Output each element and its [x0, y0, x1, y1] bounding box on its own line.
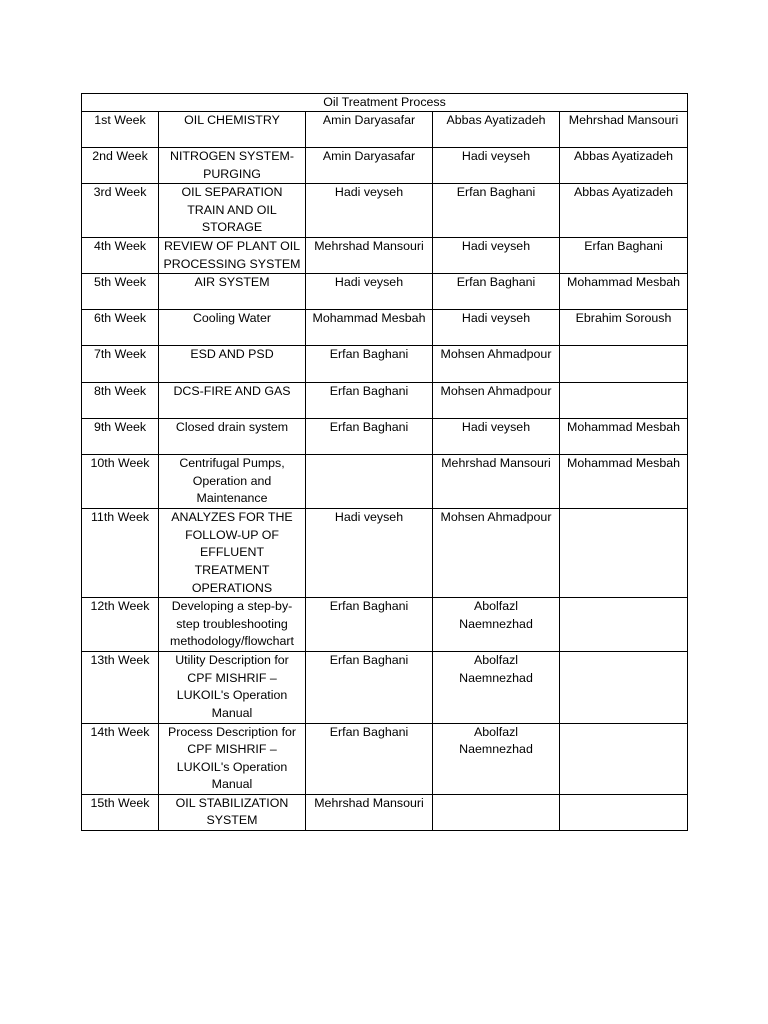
presenter-3-cell: Erfan Baghani [560, 237, 688, 273]
topic-cell: ESD AND PSD [159, 346, 306, 383]
presenter-1-cell: Erfan Baghani [306, 419, 433, 455]
presenter-1-cell: Erfan Baghani [306, 383, 433, 419]
week-cell: 13th Week [82, 652, 159, 723]
table-row [82, 455, 688, 509]
table-row [82, 419, 688, 455]
table-row [82, 509, 688, 598]
topic-cell: ANALYZES FOR THE FOLLOW-UP OF EFFLUENT TREATMENT OPERATIONS [159, 509, 306, 598]
presenter-3-cell [560, 598, 688, 652]
topic-cell: OIL SEPARATION TRAIN AND OIL STORAGE [159, 184, 306, 238]
week-cell: 15th Week [82, 794, 159, 830]
table-row [82, 652, 688, 723]
presenter-3-cell: Mohammad Mesbah [560, 455, 688, 509]
schedule-table [81, 93, 688, 831]
presenter-2-cell: Hadi veyseh [433, 310, 560, 346]
presenter-3-cell [560, 652, 688, 723]
presenter-1-cell [306, 455, 433, 509]
presenter-2-cell: Abbas Ayatizadeh [433, 112, 560, 148]
presenter-1-cell: Mehrshad Mansouri [306, 794, 433, 830]
presenter-2-cell: Mohsen Ahmadpour [433, 383, 560, 419]
table-row [82, 794, 688, 830]
presenter-3-cell: Abbas Ayatizadeh [560, 148, 688, 184]
presenter-3-cell: Mohammad Mesbah [560, 274, 688, 310]
presenter-3-cell [560, 346, 688, 383]
presenter-2-cell: Mehrshad Mansouri [433, 455, 560, 509]
presenter-3-cell [560, 723, 688, 794]
table-row [82, 346, 688, 383]
presenter-2-cell: Hadi veyseh [433, 419, 560, 455]
week-cell: 9th Week [82, 419, 159, 455]
schedule-table-body [82, 94, 688, 831]
table-row [82, 237, 688, 273]
presenter-2-cell: Hadi veyseh [433, 148, 560, 184]
week-cell: 4th Week [82, 237, 159, 273]
topic-cell: REVIEW OF PLANT OIL PROCESSING SYSTEM [159, 237, 306, 273]
week-cell: 6th Week [82, 310, 159, 346]
presenter-1-cell: Erfan Baghani [306, 723, 433, 794]
presenter-1-cell: Hadi veyseh [306, 509, 433, 598]
table-row [82, 723, 688, 794]
week-cell: 12th Week [82, 598, 159, 652]
presenter-2-cell: Mohsen Ahmadpour [433, 346, 560, 383]
presenter-1-cell: Mehrshad Mansouri [306, 237, 433, 273]
table-row [82, 274, 688, 310]
table-title-row [82, 94, 688, 112]
table-title: Oil Treatment Process [82, 94, 688, 112]
topic-cell: Centrifugal Pumps, Operation and Maintenance [159, 455, 306, 509]
topic-cell: OIL CHEMISTRY [159, 112, 306, 148]
presenter-2-cell: Abolfazl Naemnezhad [433, 723, 560, 794]
presenter-1-cell: Mohammad Mesbah [306, 310, 433, 346]
week-cell: 1st Week [82, 112, 159, 148]
table-row [82, 112, 688, 148]
week-cell: 11th Week [82, 509, 159, 598]
presenter-3-cell [560, 794, 688, 830]
presenter-3-cell [560, 509, 688, 598]
presenter-2-cell: Abolfazl Naemnezhad [433, 652, 560, 723]
presenter-1-cell: Hadi veyseh [306, 184, 433, 238]
week-cell: 14th Week [82, 723, 159, 794]
presenter-2-cell: Abolfazl Naemnezhad [433, 598, 560, 652]
presenter-1-cell: Erfan Baghani [306, 652, 433, 723]
topic-cell: Process Description for CPF MISHRIF – LUKOIL's Operation Manual [159, 723, 306, 794]
week-cell: 5th Week [82, 274, 159, 310]
presenter-2-cell: Erfan Baghani [433, 274, 560, 310]
topic-cell: Closed drain system [159, 419, 306, 455]
presenter-1-cell: Amin Daryasafar [306, 112, 433, 148]
topic-cell: Developing a step-by-step troubleshooting methodology/flowchart [159, 598, 306, 652]
table-row [82, 383, 688, 419]
presenter-2-cell [433, 794, 560, 830]
week-cell: 10th Week [82, 455, 159, 509]
topic-cell: Cooling Water [159, 310, 306, 346]
week-cell: 8th Week [82, 383, 159, 419]
presenter-1-cell: Erfan Baghani [306, 598, 433, 652]
presenter-1-cell: Hadi veyseh [306, 274, 433, 310]
presenter-1-cell: Erfan Baghani [306, 346, 433, 383]
topic-cell: AIR SYSTEM [159, 274, 306, 310]
table-row [82, 310, 688, 346]
table-row [82, 148, 688, 184]
topic-cell: NITROGEN SYSTEM-PURGING [159, 148, 306, 184]
week-cell: 7th Week [82, 346, 159, 383]
presenter-3-cell: Abbas Ayatizadeh [560, 184, 688, 238]
presenter-3-cell: Mohammad Mesbah [560, 419, 688, 455]
week-cell: 3rd Week [82, 184, 159, 238]
presenter-3-cell: Ebrahim Soroush [560, 310, 688, 346]
presenter-2-cell: Hadi veyseh [433, 237, 560, 273]
presenter-3-cell: Mehrshad Mansouri [560, 112, 688, 148]
topic-cell: DCS-FIRE AND GAS [159, 383, 306, 419]
presenter-1-cell: Amin Daryasafar [306, 148, 433, 184]
topic-cell: OIL STABILIZATION SYSTEM [159, 794, 306, 830]
presenter-2-cell: Mohsen Ahmadpour [433, 509, 560, 598]
topic-cell: Utility Description for CPF MISHRIF – LUKOIL's Operation Manual [159, 652, 306, 723]
table-row [82, 598, 688, 652]
presenter-3-cell [560, 383, 688, 419]
week-cell: 2nd Week [82, 148, 159, 184]
presenter-2-cell: Erfan Baghani [433, 184, 560, 238]
table-row [82, 184, 688, 238]
